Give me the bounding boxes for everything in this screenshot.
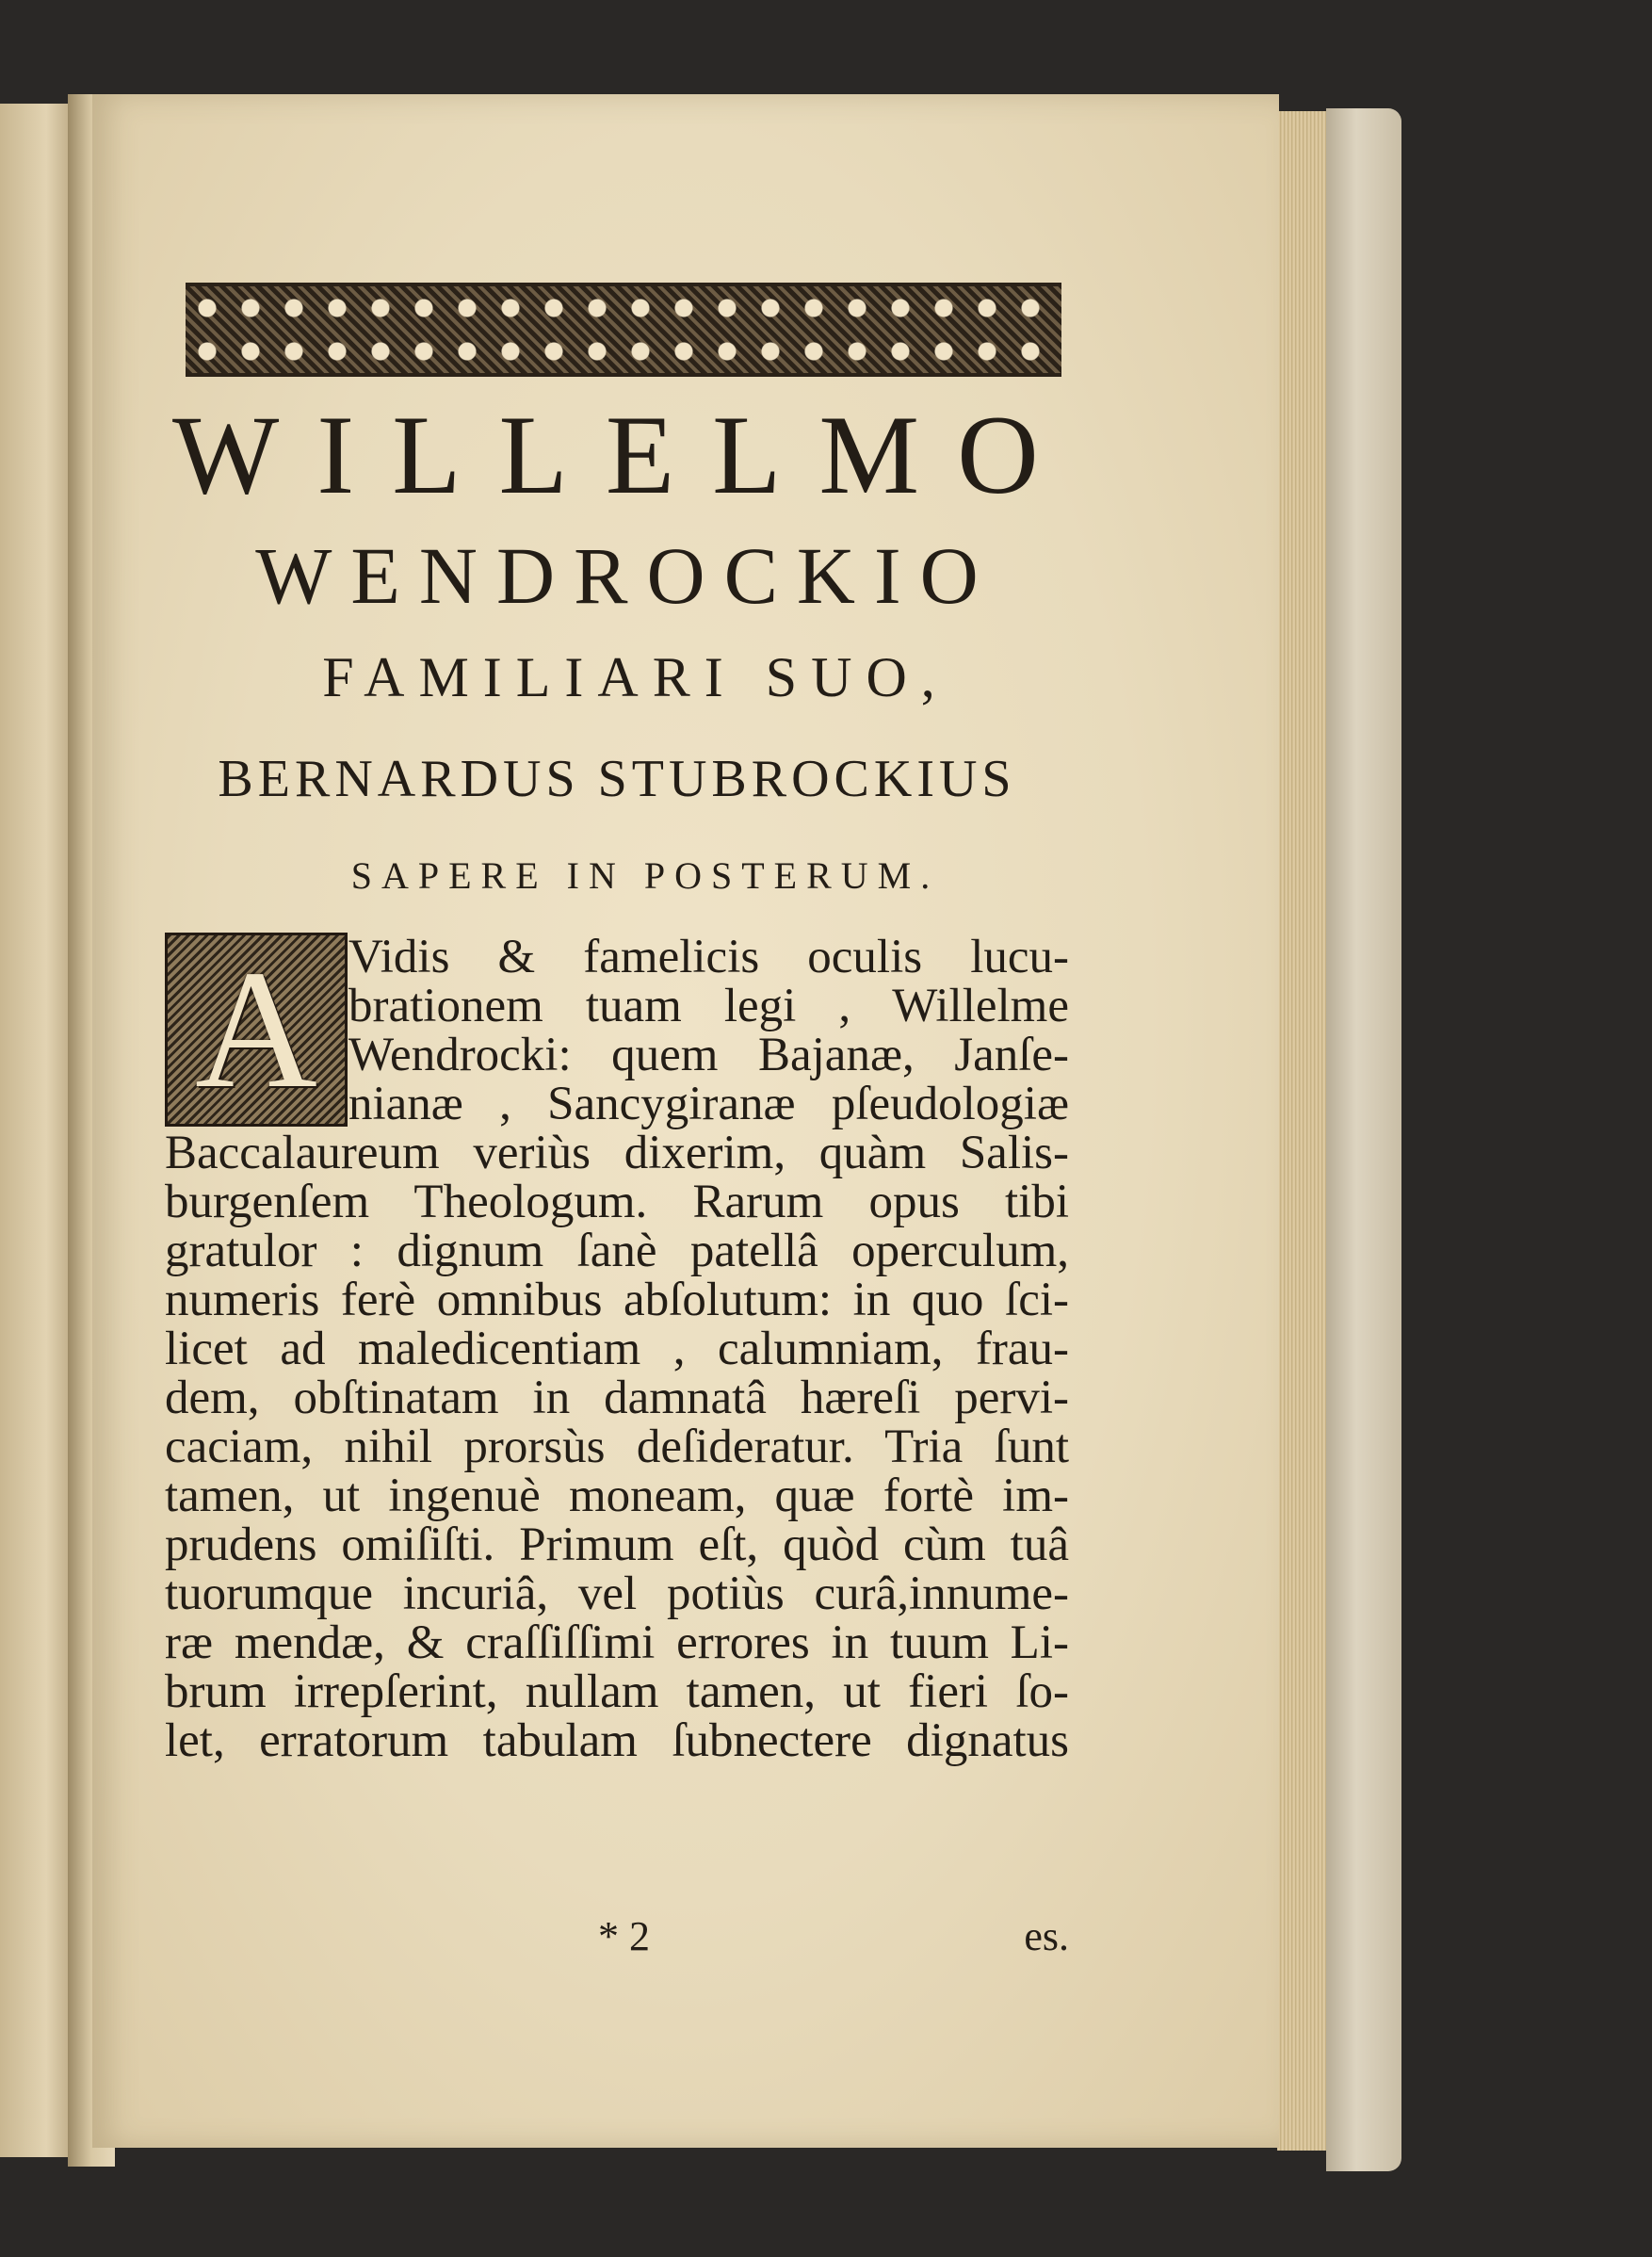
text-line: brum irrepſerint, nullam tamen, ut fieri ſo- <box>165 1665 1069 1718</box>
text-line: Vidis & famelicis oculis lucu- <box>348 931 1069 983</box>
text-line: dem, obſtinatam in damnatâ hæreſi pervi- <box>165 1372 1069 1424</box>
text-line: tuorumque incuriâ, vel potiùs curâ,innume- <box>165 1567 1069 1620</box>
decorated-initial <box>165 933 348 1127</box>
text-line: let, erratorum tabulam ſubnectere dignatus <box>165 1714 1069 1767</box>
text-line: Wendrocki: quem Bajanæ, Janſe- <box>348 1029 1069 1081</box>
text-line: licet ad maledicentiam , calumniam, frau- <box>165 1323 1069 1375</box>
heading-sapere: SAPERE IN POSTERUM. <box>350 854 940 897</box>
page-content <box>165 283 1077 1767</box>
text-line: prudens omiſiſti. Primum eſt, quòd cùm tuâ <box>165 1518 1069 1571</box>
catchword: es. <box>1024 1913 1069 1959</box>
headpiece-ornament <box>186 283 1061 377</box>
text-line: numeris ferè omnibus abſolutum: in quo ſci- <box>165 1274 1069 1326</box>
left-page-edge <box>0 104 77 2157</box>
body-text <box>165 933 1069 1765</box>
signature-mark: * 2 <box>598 1913 650 1959</box>
text-line: ræ mendæ, & craſſiſſimi errores in tuum Li- <box>165 1616 1069 1669</box>
text-line: caciam, nihil prorsùs deſideratur. Tria ſunt <box>165 1421 1069 1473</box>
heading-willelmo: WILLELMO <box>172 392 1077 517</box>
heading-wendrockio: WENDROCKIO <box>255 530 997 621</box>
text-line: brationem tuam legi , Willelme <box>348 980 1069 1032</box>
text-line: nianæ , Sancygiranæ pſeudologiæ <box>348 1078 1069 1130</box>
footer-line <box>165 1912 1069 1969</box>
text-line: Baccalaureum veriùs dixerim, quàm Salis- <box>165 1127 1069 1179</box>
initial-letter: A <box>195 935 317 1123</box>
heading-familiari-suo: FAMILIARI SUO, <box>322 646 949 708</box>
text-line: gratulor : dignum ſanè patellâ operculum, <box>165 1225 1069 1277</box>
book-cover-edge <box>1326 108 1401 2171</box>
text-line: burgenſem Theologum. Rarum opus tibi <box>165 1176 1069 1228</box>
text-line: tamen, ut ingenuè moneam, quæ fortè im- <box>165 1469 1069 1522</box>
heading-author: BERNARDUS STUBROCKIUS <box>218 750 1016 808</box>
page-block-edge <box>1277 111 1328 2151</box>
